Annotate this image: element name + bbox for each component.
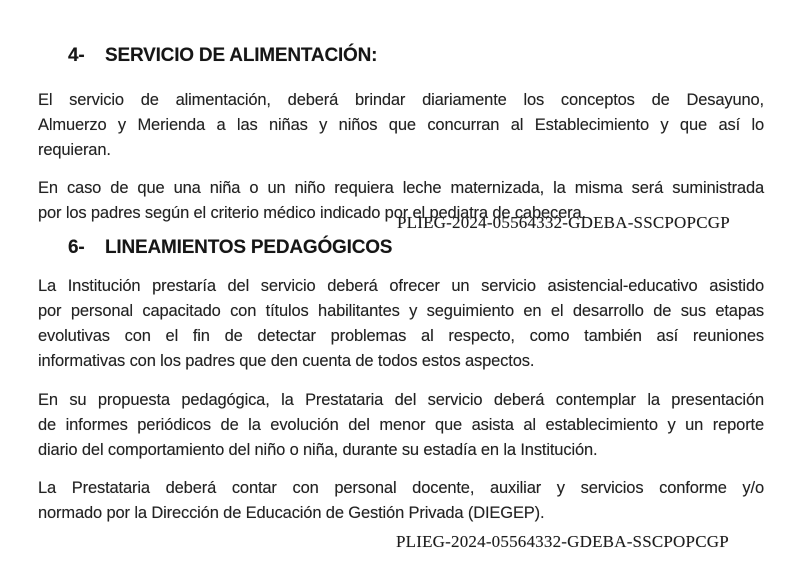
section-number-pedagogicos: 6- bbox=[68, 237, 85, 258]
text-line: de informes periódicos de la evolución del menor que asista al establecimiento y un reporte bbox=[38, 416, 764, 434]
text-line: normado por la Dirección de Educación de Gestión Privada (DIEGEP). bbox=[38, 504, 545, 522]
section-heading-alimentacion bbox=[38, 46, 764, 66]
text-line: El servicio de alimentación, deberá brindar diariamente los conceptos de Desayuno, bbox=[38, 91, 764, 109]
text-line: diario del comportamiento del niño o niña, durante su estadía en la Institución. bbox=[38, 441, 598, 459]
paragraph-staff-requirements bbox=[38, 476, 764, 526]
section-number-alimentacion: 4- bbox=[68, 45, 85, 66]
text-line: requieran. bbox=[38, 141, 111, 159]
text-line: En su propuesta pedagógica, la Prestataria del servicio deberá contemplar la presentación bbox=[38, 391, 764, 409]
text-line: En caso de que una niña o un niño requiera leche maternizada, la misma será suministrada bbox=[38, 179, 764, 197]
paragraph-food-service bbox=[38, 88, 764, 163]
text-line: evolutivas con el fin de detectar problemas al respecto, como también así reuniones bbox=[38, 327, 764, 345]
stamp-code-bottom: PLIEG-2024-05564332-GDEBA-SSCPOPCGP bbox=[396, 532, 729, 551]
document-content bbox=[38, 46, 764, 526]
text-line: por personal capacitado con títulos habilitantes y seguimiento en el desarrollo de sus etapas bbox=[38, 302, 764, 320]
section-title-pedagogicos: LINEAMIENTOS PEDAGÓGICOS bbox=[105, 237, 393, 258]
text-line: por los padres según el criterio médico indicado por el pediatra de cabecera. bbox=[38, 204, 586, 222]
text-line: La Institución prestaría del servicio deberá ofrecer un servicio asistencial-educativo asistido bbox=[38, 277, 764, 295]
section-title-alimentacion: SERVICIO DE ALIMENTACIÓN: bbox=[105, 45, 378, 66]
section-heading-pedagogicos bbox=[38, 238, 764, 258]
text-line: informativas con los padres que den cuenta de todos estos aspectos. bbox=[38, 352, 535, 370]
text-line: La Prestataria deberá contar con personal docente, auxiliar y servicios conforme y/o bbox=[38, 479, 764, 497]
paragraph-assistive-service bbox=[38, 274, 764, 374]
text-line: Almuerzo y Merienda a las niñas y niños que concurran al Establecimiento y que así lo bbox=[38, 116, 764, 134]
stamp-code-middle: PLIEG-2024-05564332-GDEBA-SSCPOPCGP bbox=[397, 213, 730, 232]
paragraph-pedagogical-proposal bbox=[38, 388, 764, 463]
